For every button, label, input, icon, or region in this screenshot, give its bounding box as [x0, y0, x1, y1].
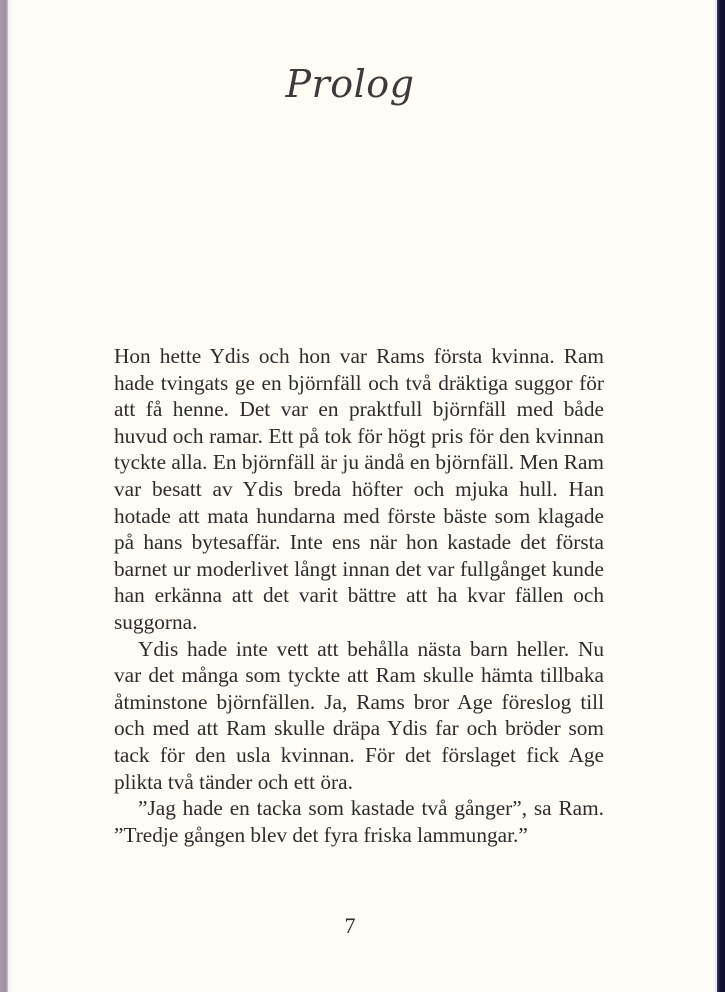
page-number: 7: [344, 913, 356, 938]
paragraph-2: Ydis hade inte vett att behålla nästa barn heller. Nu var det många som tyckte att Ram skulle hämta tillbaka åtminstone björnfällen. Ja, Rams bror Age föreslog till och med att Ram skulle dräpa Ydis far och bröder som tack för den usla kvinnan. För det förslaget fick Age plikta två tänder och ett öra.: [114, 636, 604, 794]
chapter-title: Prolog: [285, 62, 415, 106]
paragraph-3: ”Jag hade en tacka som kastade två gånger”, sa Ram. ”Tredje gången blev det fyra friska lammungar.”: [114, 796, 604, 847]
body-text: [114, 343, 604, 848]
paragraph-1: Hon hette Ydis och hon var Rams första kvinna. Ram hade tvingats ge en björnfäll och två dräktiga suggor för att få henne. Det var en praktfull björnfäll med både huvud och ramar. Ett på tok för högt pris för den kvinnan tyckte alla. En björnfäll är ju ändå en björnfäll. Men Ram var besatt av Ydis breda höfter och mjuka hull. Han hotade att mata hundarna med förste bäste som klagade på hans bytesaffär. Inte ens när hon kastade det första barnet ur moderlivet långt innan det var fullgånget kunde han erkänna att det varit bättre att ha kvar fällen och suggorna.: [114, 344, 604, 634]
